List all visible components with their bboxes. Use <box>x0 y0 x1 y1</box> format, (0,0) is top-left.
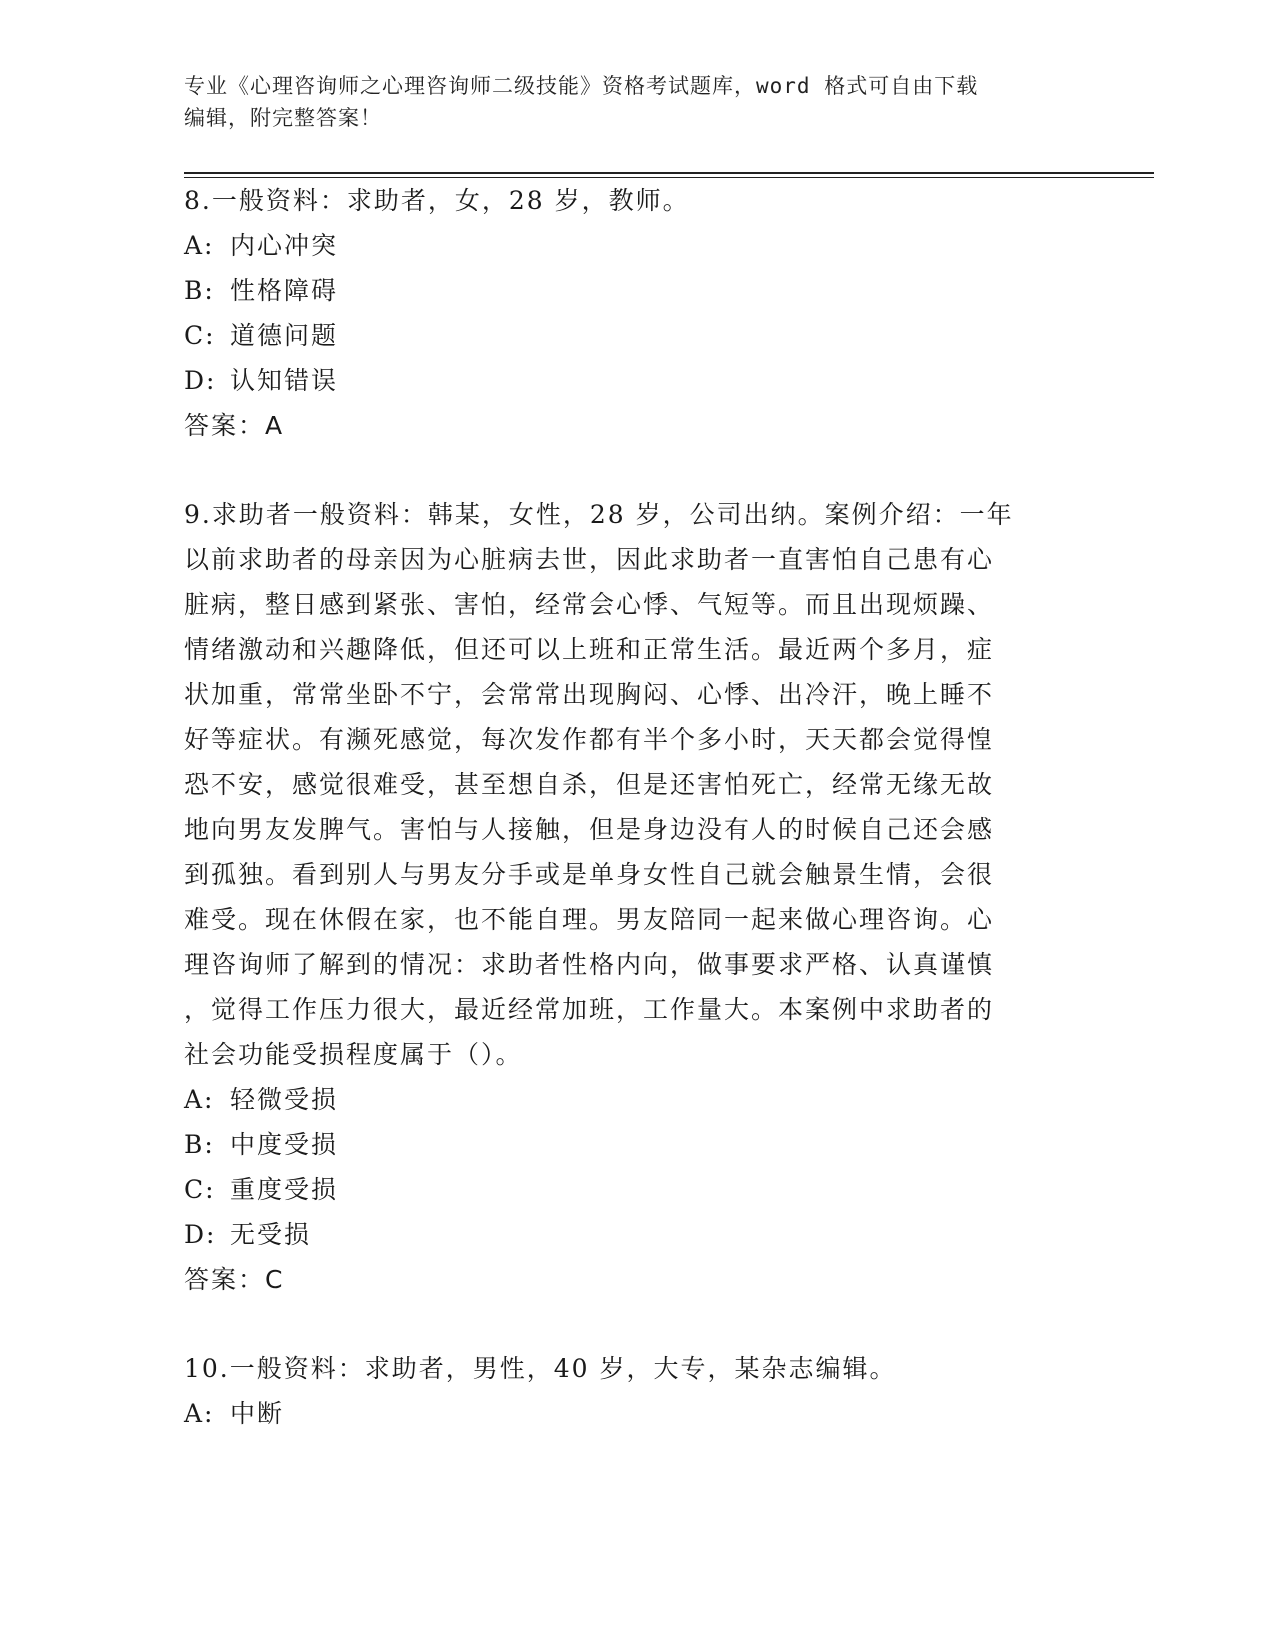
option-row <box>184 1391 1154 1436</box>
question-stem-line: 到孤独。看到别人与男友分手或是单身女性自己就会触景生情，会很 <box>184 860 995 889</box>
question-stem-line: 难受。现在休假在家，也不能自理。男友陪同一起来做心理咨询。心 <box>184 905 995 934</box>
option-key: A: <box>184 1399 215 1428</box>
question-spacer <box>184 448 1154 492</box>
option-row <box>184 358 1154 403</box>
question-stem-line: 地向男友发脾气。害怕与人接触，但是身边没有人的时候自己还会感 <box>184 815 995 844</box>
option-key: D: <box>184 366 217 395</box>
option-row <box>184 268 1154 313</box>
option-key: A: <box>184 231 215 260</box>
option-row <box>184 1167 1154 1212</box>
question-spacer <box>184 1302 1154 1346</box>
option-text: 中度受损 <box>230 1130 339 1159</box>
document-page <box>184 70 1154 1436</box>
question-block <box>184 178 1154 448</box>
option-text: 中断 <box>230 1399 285 1428</box>
option-text: 轻微受损 <box>230 1085 339 1114</box>
option-text: 道德问题 <box>230 321 339 350</box>
question-stem-line: 社会功能受损程度属于（）。 <box>184 1040 523 1069</box>
question-stem-line: 10.一般资料：求助者，男性，40 岁，大专，某杂志编辑。 <box>184 1354 897 1383</box>
option-row <box>184 1077 1154 1122</box>
option-key: A: <box>184 1085 215 1114</box>
option-text: 认知错误 <box>230 366 339 395</box>
option-key: D: <box>184 1220 217 1249</box>
option-key: B: <box>184 1130 215 1159</box>
option-row <box>184 1212 1154 1257</box>
question-stem-line: 脏病，整日感到紧张、害怕，经常会心悸、气短等。而且出现烦躁、 <box>184 590 995 619</box>
question-stem-line: 以前求助者的母亲因为心脏病去世，因此求助者一直害怕自己患有心 <box>184 545 995 574</box>
option-row <box>184 1122 1154 1167</box>
question-stem-line: 9.求助者一般资料：韩某，女性，28 岁，公司出纳。案例介绍：一年 <box>184 500 1014 529</box>
option-key: B: <box>184 276 215 305</box>
option-row <box>184 313 1154 358</box>
option-key: C: <box>184 321 216 350</box>
option-text: 性格障碍 <box>230 276 339 305</box>
question-block <box>184 492 1154 1302</box>
question-stem-line: 理咨询师了解到的情况：求助者性格内向，做事要求严格、认真谨慎 <box>184 950 995 979</box>
option-text: 无受损 <box>230 1220 312 1249</box>
answer-line: 答案：A <box>184 411 285 440</box>
question-stem-line: 8.一般资料：求助者，女，28 岁，教师。 <box>184 186 690 215</box>
question-list <box>184 178 1154 1436</box>
question-stem-line: 情绪激动和兴趣降低，但还可以上班和正常生活。最近两个多月，症 <box>184 635 995 664</box>
option-text: 重度受损 <box>230 1175 339 1204</box>
option-row <box>184 223 1154 268</box>
document-header <box>184 70 1154 134</box>
question-block <box>184 1346 1154 1436</box>
option-text: 内心冲突 <box>230 231 339 260</box>
question-stem-line: 状加重，常常坐卧不宁，会常常出现胸闷、心悸、出冷汗，晚上睡不 <box>184 680 995 709</box>
question-stem-line: 恐不安，感觉很难受，甚至想自杀，但是还害怕死亡，经常无缘无故 <box>184 770 995 799</box>
option-key: C: <box>184 1175 216 1204</box>
question-stem-line: 好等症状。有濒死感觉，每次发作都有半个多小时，天天都会觉得惶 <box>184 725 995 754</box>
answer-line: 答案：C <box>184 1265 285 1294</box>
header-line-2: 编辑，附完整答案！ <box>184 106 382 130</box>
question-stem-line: ，觉得工作压力很大，最近经常加班，工作量大。本案例中求助者的 <box>184 995 995 1024</box>
header-line-1: 专业《心理咨询师之心理咨询师二级技能》资格考试题库，word 格式可自由下载 <box>184 74 979 98</box>
